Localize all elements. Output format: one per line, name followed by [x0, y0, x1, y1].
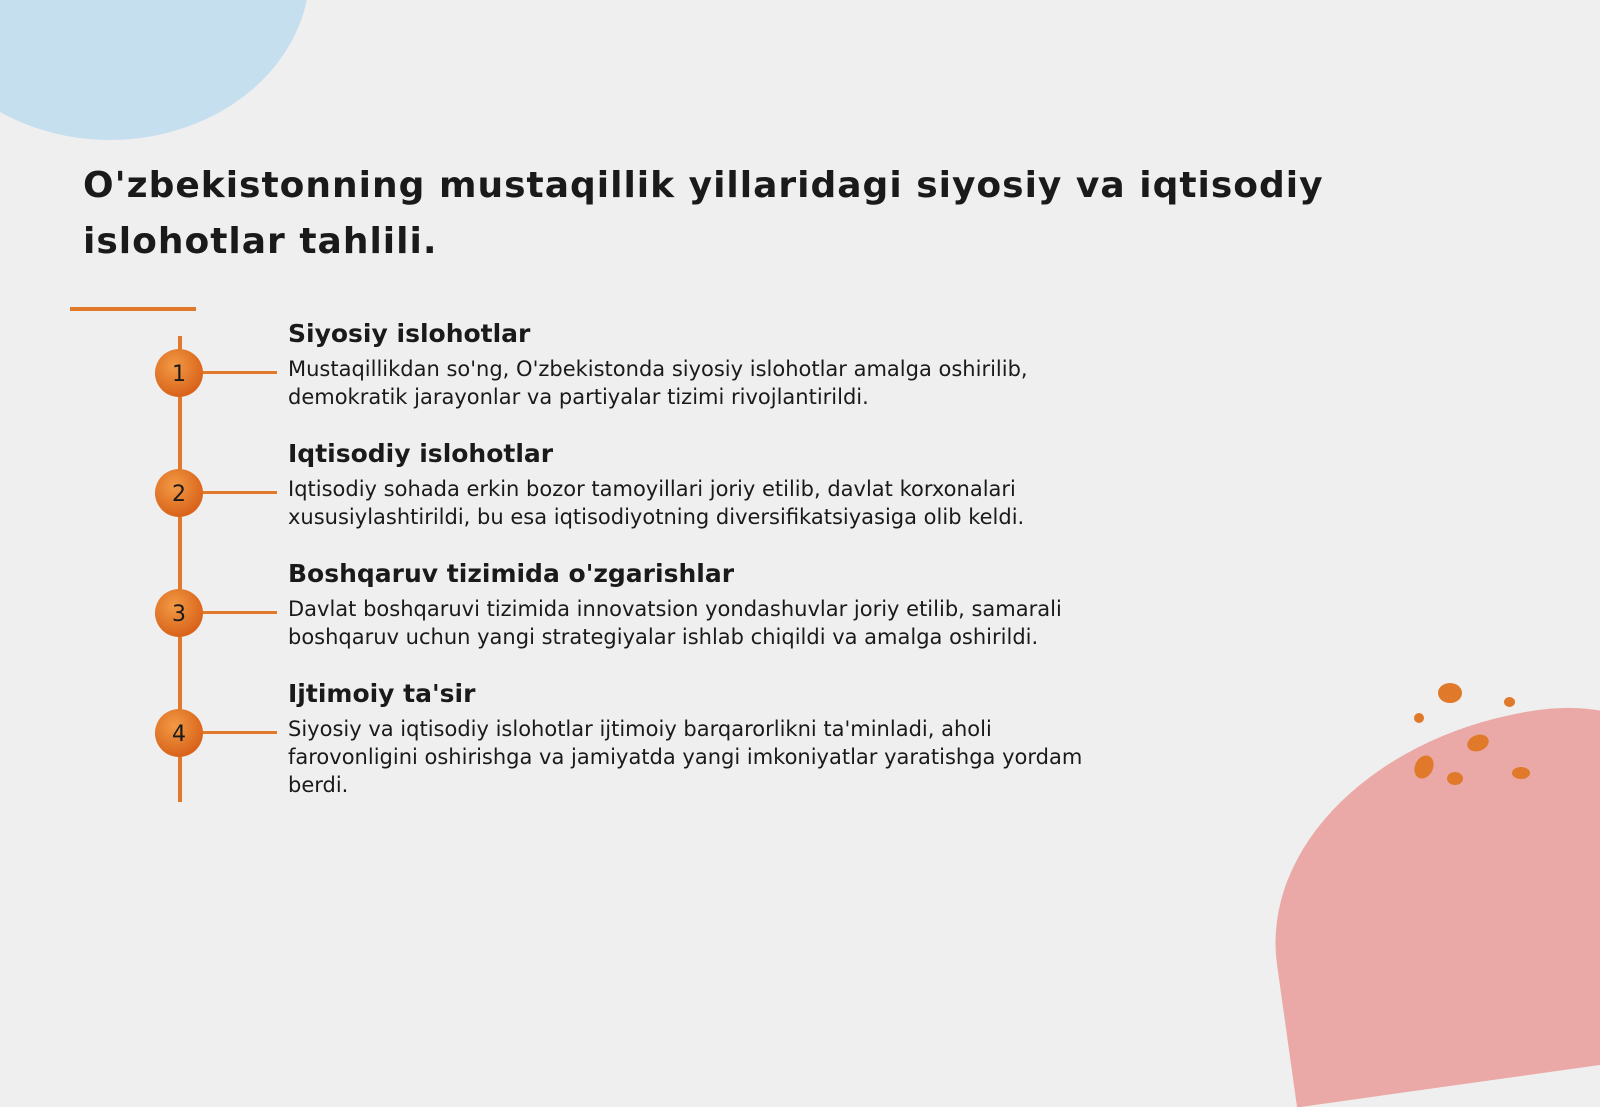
step-connector — [203, 491, 277, 494]
step-connector — [203, 371, 277, 374]
step-description: Siyosiy va iqtisodiy islohotlar ijtimoiy barqarorlikni ta'minladi, aholi farovonligini oshirishga va jamiyatda yangi imkoniyatlar yaratishga yordam berdi. — [288, 717, 1083, 797]
decorative-dot — [1438, 683, 1462, 703]
step-title: Boshqaruv tizimida o'zgarishlar — [288, 559, 735, 588]
decorative-dot — [1504, 697, 1515, 707]
decorative-blob-blue — [0, 0, 310, 140]
decorative-dot — [1447, 772, 1463, 785]
step-connector — [203, 731, 277, 734]
title-underline — [70, 307, 196, 311]
slide-title: O'zbekistonning mustaqillik yillaridagi siyosiy va iqtisodiy islohotlar tahlili. — [83, 165, 1324, 262]
step-title: Siyosiy islohotlar — [288, 319, 531, 348]
step-number-badge: 1 — [155, 349, 203, 397]
step-description: Mustaqillikdan so'ng, O'zbekistonda siyosiy islohotlar amalga oshirilib, demokratik jarayonlar va partiyalar tizimi rivojlantirildi. — [288, 357, 1028, 409]
step-title: Ijtimoiy ta'sir — [288, 679, 476, 708]
decorative-dot — [1414, 713, 1424, 723]
decorative-dot — [1512, 767, 1530, 779]
step-description: Iqtisodiy sohada erkin bozor tamoyillari joriy etilib, davlat korxonalari xususiylashtirildi, bu esa iqtisodiyotning diversifikatsiyasiga olib keldi. — [288, 477, 1025, 529]
step-title: Iqtisodiy islohotlar — [288, 439, 554, 468]
step-number-badge: 4 — [155, 709, 203, 757]
step-number-badge: 2 — [155, 469, 203, 517]
step-number-badge: 3 — [155, 589, 203, 637]
step-description: Davlat boshqaruvi tizimida innovatsion yondashuvlar joriy etilib, samarali boshqaruv uchun yangi strategiyalar ishlab chiqildi va amalga oshirildi. — [288, 597, 1062, 649]
step-connector — [203, 611, 277, 614]
